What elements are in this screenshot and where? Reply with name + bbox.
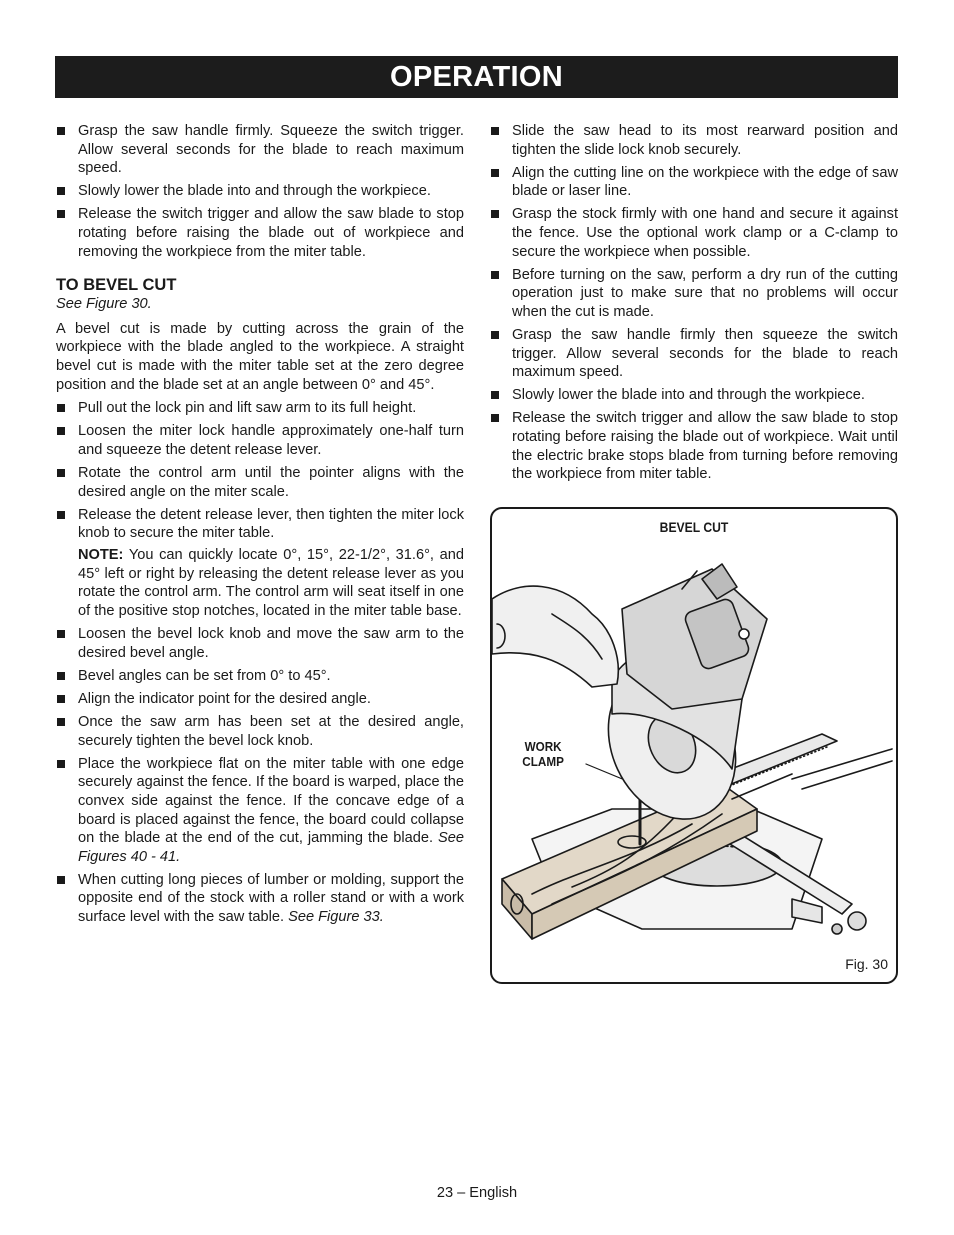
list-item: Slide the saw head to its most rearward position and tighten the slide lock knob securely. [490, 122, 898, 159]
note-label: NOTE: [78, 547, 124, 564]
list-item [56, 871, 464, 927]
intro-bullet-list [56, 122, 464, 261]
list-item: Rotate the control arm until the pointer aligns with the desired angle on the miter scale. [56, 464, 464, 501]
figure-title: BEVEL CUT [659, 520, 729, 535]
list-item: Once the saw arm has been set at the desired angle, securely tighten the bevel lock knob. [56, 713, 464, 750]
long-stock-text: When cutting long pieces of lumber or molding, support the opposite end of the stock with a roller stand or with a work surface level with the saw table. [78, 871, 464, 925]
list-item: Grasp the saw handle firmly. Squeeze the switch trigger. Allow several seconds for the blade to reach maximum speed. [56, 122, 464, 178]
right-column [490, 122, 898, 488]
list-item: Release the switch trigger and allow the saw blade to stop rotating before raising the blade out of workpiece and removing the workpiece from the miter table. [56, 205, 464, 261]
list-item: Before turning on the saw, perform a dry run of the cutting operation just to make sure that no problems will occur when the cut is made. [490, 266, 898, 322]
page-title: OPERATION [390, 60, 563, 93]
list-item: Release the detent release lever, then tighten the miter lock knob to secure the miter table. [56, 506, 464, 543]
list-item: Release the switch trigger and allow the saw blade to stop rotating before raising the blade out of workpiece. Wait until the electric brake stops blade from turning before removing the workpiece from miter table. [490, 409, 898, 483]
list-item: Loosen the bevel lock knob and move the saw arm to the desired bevel angle. [56, 625, 464, 662]
list-item: Pull out the lock pin and lift saw arm to its full height. [56, 399, 464, 418]
workpiece-text: Place the workpiece flat on the miter table with one edge securely against the fence. If the board is warped, place the convex side against the fence. If the concave edge of a board is placed against the fence, the board could collapse on the blade at the end of the cut, jamming the blade. [78, 755, 464, 847]
list-item: Bevel angles can be set from 0° to 45°. [56, 667, 464, 686]
figure-30 [490, 507, 898, 984]
page-footer: 23 – English [436, 1185, 518, 1201]
label-line: WORK [524, 739, 562, 754]
list-item: Align the cutting line on the workpiece with the edge of saw blade or laser line. [490, 164, 898, 201]
figure-reference: See Figure 33. [288, 908, 384, 925]
list-item: Grasp the stock firmly with one hand and secure it against the fence. Use the optional work clamp or a C-clamp to secure the workpiece when possible. [490, 205, 898, 261]
bevel-steps-list-b [56, 625, 464, 926]
figure-reference: See Figures 40 - 41. [78, 830, 464, 865]
figure-reference: See Figure 30. [56, 296, 152, 313]
left-column [56, 122, 464, 931]
note-text: You can quickly locate 0°, 15°, 22-1/2°, 31.6°, and 45° left or right by releasing the detent release lever as you rotate the control arm. The control arm will seat itself in one of the positive stop notches, located in the miter table base. [78, 547, 464, 620]
list-item: Slowly lower the blade into and through the workpiece. [490, 386, 898, 405]
intro-paragraph: A bevel cut is made by cutting across the grain of the workpiece with the blade angled to the workpiece. A straight bevel cut is made with the miter table set at the zero degree position and the blade set at an angle between 0° and 45°. [56, 320, 464, 393]
list-item: Grasp the saw handle firmly then squeeze the switch trigger. Allow several seconds for the blade to reach maximum speed. [490, 326, 898, 382]
section-heading: TO BEVEL CUT [56, 276, 177, 295]
procedure-bullet-list [490, 122, 898, 484]
list-item: Align the indicator point for the desired angle. [56, 690, 464, 709]
bevel-steps-list-a [56, 399, 464, 543]
header-bar [55, 56, 898, 98]
list-item [56, 755, 464, 867]
list-item: Loosen the miter lock handle approximately one-half turn and squeeze the detent release lever. [56, 422, 464, 459]
work-clamp-label [522, 739, 564, 769]
figure-number: Fig. 30 [845, 956, 888, 973]
label-line: CLAMP [522, 754, 564, 769]
note [56, 546, 464, 620]
list-item: Slowly lower the blade into and through the workpiece. [56, 182, 464, 201]
